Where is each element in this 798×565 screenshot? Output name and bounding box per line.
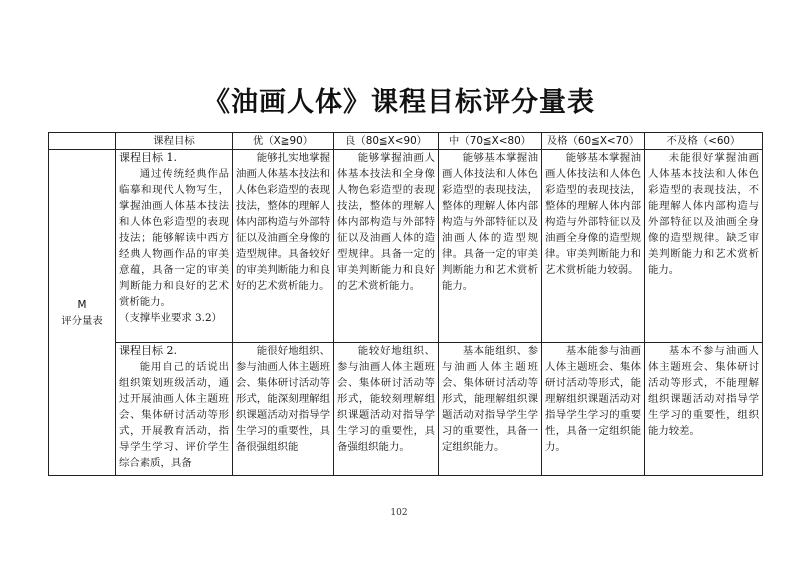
- row-label: [49, 150, 116, 476]
- row-label-code: M: [77, 298, 87, 311]
- excellent-cell: [233, 150, 334, 343]
- goal-cell: [116, 150, 233, 343]
- good-text: 能够掌握油画人体基本技法和全身像人物色彩造型的表现技法，整体的理解人体内部构造与外部特征以及油画人体的造型规律。具备一定的审美判断能力和良好的艺术赏析能力。: [337, 152, 435, 292]
- header-good: 良（80≦X<90）: [334, 133, 439, 150]
- pass-text: 能够基本掌握油画人体技法和人体色彩造型的表现技法，整体的理解人体内部构造与外部特征以及油画全身像的造型规律。审美判断能力和艺术赏析能力较弱。: [545, 152, 641, 276]
- fail-cell: [645, 343, 763, 476]
- excellent-text: 能够扎实地掌握油画人体基本技法和人体色彩造型的表现技法，整体的理解人体内部构造与外部特征以及油画全身像的造型规律。具备较好的审美判断能力和良好的艺术赏析能力。: [236, 152, 330, 292]
- medium-text: 基本能组织、参与油画人体主题班会、集体研讨活动等形式，能理解组织课题活动对指导学生学习的重要性，具备一定组织能力。: [442, 345, 538, 453]
- pass-cell: [542, 150, 645, 343]
- table-row: [49, 343, 763, 476]
- medium-cell: [439, 150, 542, 343]
- pass-cell: [542, 343, 645, 476]
- good-text: 能较好地组织、参与油画人体主题班会、集体研讨活动等形式，能较刻理解组织课题活动对指导学生学习的重要性，具备强组织能力。: [337, 345, 435, 453]
- header-corner: [49, 133, 116, 150]
- goal-title: 课程目标 1.: [119, 151, 177, 164]
- excellent-cell: [233, 343, 334, 476]
- fail-cell: [645, 150, 763, 343]
- goal-note: （支撑毕业要求 3.2）: [119, 312, 222, 324]
- rubric-table: [48, 132, 763, 476]
- page-number: 102: [390, 508, 408, 518]
- header-row: [49, 133, 763, 150]
- header-course-goal: 课程目标: [116, 133, 233, 150]
- header-fail: 不及格（<60）: [645, 133, 763, 150]
- table-row: [49, 150, 763, 343]
- goal-text: 通过传统经典作品临摹和现代人物写生，掌握油画人体基本技法和人体色彩造型的表现技法；能够解读中西方经典人物画作品的审美意蕴，具备一定的审美判断能力和良好的艺术赏析能力。: [119, 168, 229, 308]
- good-cell: [334, 150, 439, 343]
- fail-text: 基本不参与油画人体主题班会、集体研讨活动等形式，不能理解组织课题活动对指导学生学习的重要性，组织能力较差。: [648, 345, 759, 437]
- fail-text: 未能很好掌握油画人体基本技法和人体色彩造型的表现技法，不能理解人体内部构造与外部特征以及油画全身像的造型规律。缺乏审美判断能力和艺术赏析能力。: [648, 152, 759, 276]
- goal-title: 课程目标 2.: [119, 344, 177, 357]
- goal-text: 能用自己的话说出组织策划班级活动，通过开展油画人体主题班会、集体研讨活动等形式，开展教育活动，指导学生学习、评价学生综合素质，具备: [119, 361, 229, 469]
- header-excellent: 优（X≧90）: [233, 133, 334, 150]
- page-title: 《油画人体》课程目标评分量表: [203, 87, 595, 118]
- excellent-text: 能很好地组织、参与油画人体主题班会、集体研讨活动等形式，能深刻理解组织课题活动对指导学生学习的重要性，具备很强组织能: [236, 345, 330, 453]
- header-pass: 及格（60≦X<70）: [542, 133, 645, 150]
- medium-cell: [439, 343, 542, 476]
- medium-text: 能够基本掌握油画人体技法和人体色彩造型的表现技法，整体的理解人体内部构造与外部特征以及油画人体的造型规律。具备一定的审美判断能力和艺术赏析能力。: [442, 152, 538, 292]
- header-medium: 中（70≦X<80）: [439, 133, 542, 150]
- good-cell: [334, 343, 439, 476]
- goal-cell: [116, 343, 233, 476]
- pass-text: 基本能参与油画人体主题班会、集体研讨活动等形式，能理解组织课题活动对指导学生学习的重要性，具备一定组织能力。: [545, 345, 641, 453]
- row-label-text: 评分量表: [61, 314, 103, 327]
